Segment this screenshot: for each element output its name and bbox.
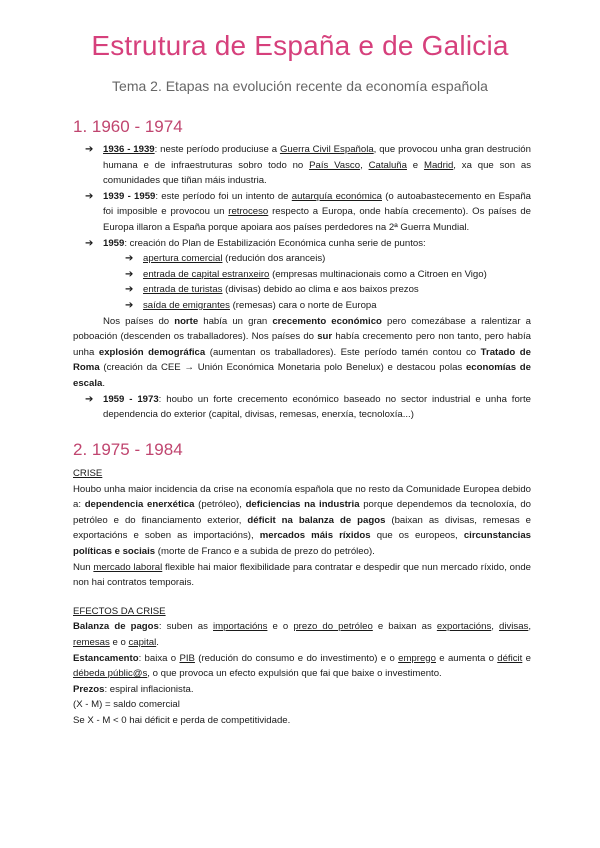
crise-label: CRISE — [73, 468, 103, 479]
arrow-icon: ➔ — [125, 253, 134, 265]
bullet-1959: ➔ 1959: creación do Plan de Estabilización Económica cunha serie de puntos: — [73, 236, 531, 252]
paragraph-prezos: Prezos: espiral inflacionista. — [73, 683, 194, 695]
section-heading-1975-1984: 2. 1975 - 1984 — [73, 440, 183, 459]
paragraph-mercado-laboral: Nun mercado laboral flexible hai maior flexibilidade para contratar e despedir que nun mercado ríxido, onde non hai contratos temporais. — [73, 561, 531, 589]
arrow-icon: ➔ — [85, 144, 94, 155]
section-heading-1960-1974: 1. 1960 - 1974 — [73, 117, 183, 136]
formula-deficit: Se X - M < 0 hai déficit e perda de competitividade. — [73, 714, 291, 726]
arrow-icon: ➔ — [125, 299, 134, 311]
spacer — [73, 591, 531, 604]
formula-saldo-comercial: (X - M) = saldo comercial — [73, 699, 180, 711]
sub-bullet-3: ➔ entrada de turistas (divisas) debido ao clima e aos baixos prezos — [73, 282, 531, 298]
sub-bullet-1: ➔ apertura comercial (redución dos aranceis) — [73, 251, 531, 267]
paragraph-estancamento: Estancamento: baixa o PIB (redución do consumo e do investimento) e o emprego e aumenta o déficit e débeda públic@s, o que provoca un efecto expulsión que fai que baixe o investimento. — [73, 652, 531, 680]
bullet-1936-1939: ➔ 1936 - 1939: neste período produciuse a Guerra Civil Española, que provocou unha gran destrución humana e de infraestruturas sobro todo no País Vasco, Cataluña e Madrid, xa que son as comunidades que tiñan máis industria. — [85, 144, 531, 187]
sub-bullet-2: ➔ entrada de capital estranxeiro (empresas multinacionais como a Citroen en Vigo) — [73, 267, 531, 283]
arrow-icon: ➔ — [85, 237, 94, 249]
efectos-label: EFECTOS DA CRISE — [73, 605, 166, 617]
arrow-icon: ➔ — [125, 284, 134, 296]
document-subtitle: Tema 2. Etapas na evolución recente da economía española — [112, 78, 488, 94]
section-1-body — [73, 142, 531, 423]
bullet-1959-1973: ➔ 1959 - 1973: houbo un forte crecemento económico baseado no sector industrial e unha forte dependencia do exterior (capital, divisas, remesas, enerxía, tecnoloxía...) — [85, 393, 531, 421]
section-2-body — [73, 466, 531, 729]
sub-bullet-4: ➔ saída de emigrantes (remesas) cara o norte de Europa — [73, 298, 531, 314]
paragraph-norte-sur: Nos países do norte había un gran crecemento económico pero comezábase a ralentizar a poboación (descenden os traballadores). Nos países do sur había crecemento pero non tanto, pero había unha explosión demográfica (aumentan os traballadores). Este período tamén contou co Tratado de Roma (creación da CEE → Unión Económica Monetaria polo Benelux) e destacou polas economías de escala. — [73, 315, 531, 389]
arrow-icon: ➔ — [85, 190, 94, 202]
paragraph-balanza: Balanza de pagos: suben as importacións e o prezo do petróleo e baixan as exportacións, divisas, remesas e o capital. — [73, 621, 532, 648]
bullet-1939-1959: ➔ 1939 - 1959: este período foi un intento de autarquía económica (o autoabastecemento en España foi imposible e provocou un retroceso respecto a Europa, onde había crecemento). Os países de Europa illaron a España porque apoiara aos países perdedores na 2ª Guerra Mundial. — [85, 190, 531, 233]
arrow-icon: ➔ — [125, 268, 134, 280]
document-title: Estrutura de España e de Galicia — [91, 30, 509, 61]
paragraph-crise: Houbo unha maior incidencia da crise na economía española que no resto da Comunidade Europea debido a: dependencia enerxética (petróleo), deficiencias na industria porque dependemos da tecnoloxía, do petróleo e do financiamento exterior, déficit na balanza de pagos (baixan as divisas, remesas e exportacións e soben as importacións), mercados máis ríxidos que os europeos, circunstancias políticas e sociais (morte de Franco e a subida de prezo do petróleo). — [73, 483, 532, 557]
arrow-icon: ➔ — [85, 393, 94, 405]
